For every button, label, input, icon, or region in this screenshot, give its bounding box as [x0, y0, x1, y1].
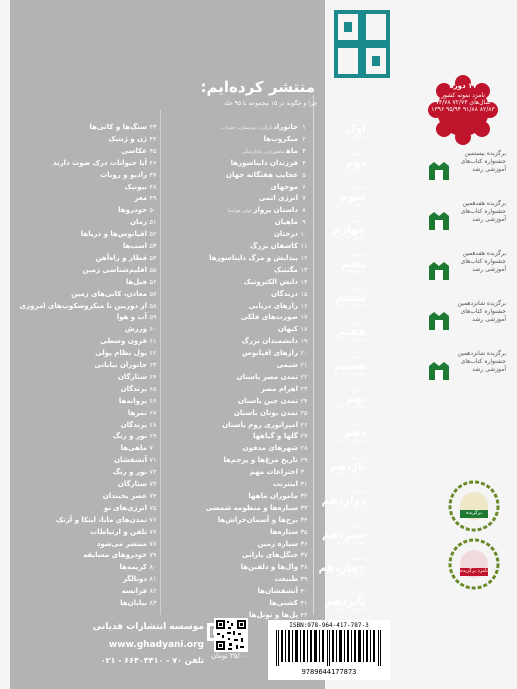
title-number: ۵۲	[149, 230, 157, 239]
title-number: ۱۵	[300, 289, 308, 298]
title-number: ۴۲	[300, 610, 308, 619]
title-number: ۶	[302, 182, 306, 191]
title-number: ۶۱	[149, 337, 157, 346]
growth-award-icon	[426, 208, 452, 234]
volume-num: دهم	[344, 426, 366, 440]
title-name: صورت‌های فلکی	[240, 313, 298, 322]
volume-label: مجموعه	[350, 591, 366, 597]
title-name: تمدن چین باستان	[237, 396, 298, 405]
title-number: ۴۶	[149, 158, 157, 167]
title-number: ۱۳	[300, 265, 308, 274]
title-name: ستاره‌ها	[269, 527, 298, 536]
title-number: ۳۰	[300, 468, 308, 477]
title-number: ۲۴	[300, 396, 308, 405]
title-number: ۲۵	[300, 408, 308, 417]
volume-range: جلدهای ۲۹ تا ۳۵	[335, 270, 366, 276]
title-name: زمان	[130, 218, 147, 227]
title-name: درندگان	[271, 289, 298, 298]
title-number: ۶۲	[149, 349, 157, 358]
title-number: ۱۰	[300, 230, 308, 239]
volume-range: جلدهای ۱ تا ۷	[340, 135, 366, 140]
title-number: ۲۰	[300, 349, 308, 358]
volume-label: مجموعه	[350, 287, 366, 292]
title-name: موجهای	[270, 182, 298, 191]
laurel-seal-icon	[448, 480, 500, 532]
title-name: پول نظام پولی	[95, 349, 147, 358]
title-name: خودروهای مسابقه	[83, 551, 147, 560]
title-number: ۲۹	[300, 456, 308, 465]
badge-text	[430, 92, 496, 113]
title-number: ۷۰	[149, 444, 157, 453]
volume-label	[318, 287, 366, 309]
title-name: رازهای دریایی	[248, 301, 298, 310]
title-number: ۲۶	[300, 420, 308, 429]
volume-label	[318, 490, 366, 512]
title-number: ۶۷	[149, 408, 157, 417]
volume-label: مجموعه	[350, 523, 366, 529]
volume-label	[318, 118, 366, 140]
title-number: ۶۳	[149, 361, 157, 369]
volume-label: مجموعه	[350, 185, 366, 191]
volume-label: مجموعه	[350, 422, 366, 428]
title-desc: اولین هواپیما	[227, 209, 252, 215]
title-name: اسب‌ها	[122, 242, 147, 250]
title-name: مغز	[134, 194, 147, 203]
laurel-seal-icon	[448, 538, 500, 590]
title-number: ۲۳	[300, 384, 308, 393]
title-name: شیمی	[276, 361, 298, 369]
title-name: سیاره زمین	[257, 539, 298, 548]
title-name: اینترنت	[272, 480, 298, 488]
title-name: فرانسه	[121, 587, 147, 596]
title-name: جنگل‌های بارانی	[242, 551, 298, 560]
award-text: برگزیده هفدهمین جشنواره کتاب‌های آموزشی رشد	[460, 200, 506, 223]
title-number: ۷۷	[149, 527, 157, 536]
badge-subtitle: نامزد نمونه کشور	[441, 92, 485, 99]
title-number: ۱۷	[300, 313, 308, 322]
volume-label: مجموعه	[350, 253, 366, 259]
volume-num: دوازدهم	[321, 493, 366, 507]
title-number: ۶۰	[149, 325, 157, 334]
qr-code	[214, 618, 248, 652]
growth-award-icon	[426, 358, 452, 384]
volume-num: هفتم	[337, 324, 366, 338]
title-number: ۱	[302, 123, 306, 131]
publisher-website[interactable]: www.ghadyani.org	[108, 640, 204, 650]
title-name: کیهان	[277, 325, 298, 334]
volume-range: جلدهای ۳۶ تا ۴۲	[335, 304, 366, 309]
published-heading: منتشر کرده‌ایم:	[200, 78, 315, 96]
volume-label	[318, 355, 366, 377]
title-name: معادن، کانی‌های زمین	[71, 289, 147, 298]
volume-label: مجموعه	[350, 219, 366, 225]
seal-label-1: برگزیده	[466, 510, 482, 516]
title-number: ۳۶	[300, 539, 308, 548]
title-name: نور و رنگ	[112, 432, 147, 441]
volume-divider	[313, 95, 314, 615]
title-name: ستارگان	[117, 372, 147, 381]
title-name: دونالگر	[122, 575, 147, 584]
title-number: ۵۰	[149, 206, 157, 215]
title-name: آیا حیوانات درک صوت دارند	[52, 158, 147, 167]
title-number: ۳۹	[300, 575, 308, 584]
title-desc: ماهنوردان، ماه‌گرفتگی	[242, 149, 285, 155]
title-name: اقیانوس‌ها و دریاها	[80, 230, 147, 239]
title-number: ۳۱	[300, 480, 308, 488]
award-text: برگزیده شانزدهمین جشنواره کتاب‌های آموزشی رشد	[457, 300, 506, 323]
volume-range: جلدهای ۷۹ تا ۸۲	[335, 540, 366, 546]
volume-range: جلدهای ۶۴ تا ۶۸	[335, 439, 366, 445]
title-name: فیل‌ها	[125, 277, 147, 286]
volume-range: جلدهای ۷۴ تا ۷۸	[335, 506, 366, 512]
title-number: ۵۷	[149, 289, 157, 298]
title-number: ۴۴	[149, 134, 157, 143]
volume-num: دوم	[345, 155, 366, 169]
title-number: ۶۴	[149, 372, 157, 381]
title-name: پرندگان	[120, 420, 147, 429]
volume-num: پانزدهم	[324, 595, 366, 609]
title-number: ۶۹	[149, 432, 157, 441]
volume-num: چهارم	[332, 223, 366, 237]
title-number: ۷۲	[149, 468, 157, 477]
volume-label	[318, 591, 366, 613]
title-name: تمدن‌های مایا، اینکا و آزتک	[55, 515, 147, 524]
title-name: آب و هوا	[116, 313, 147, 322]
title-name: عکاسی	[121, 146, 147, 155]
title-number: ۵۶	[149, 277, 157, 286]
title-name: انرژی‌های نو	[103, 503, 147, 512]
title-name: ماه	[286, 146, 298, 155]
volume-num: اول	[345, 122, 366, 135]
title-number: ۲	[302, 134, 306, 143]
volume-num: هشتم	[334, 358, 366, 372]
title-name: برج‌ها و آسمان‌خراش‌ها	[217, 515, 298, 524]
title-name: دانشمندان بزرگ	[241, 337, 298, 346]
title-name: پل‌ها و تونل‌ها	[249, 610, 298, 619]
title-name: رازهای اقیانوس	[242, 349, 298, 358]
title-number: ۵۳	[149, 242, 157, 250]
title-name: ژن و ژنتیک	[108, 134, 147, 143]
title-number: ۲۱	[300, 361, 308, 369]
title-number: ۸۰	[149, 563, 157, 572]
title-number: ۷۴	[149, 491, 157, 500]
title-name: اهرام مصر	[260, 384, 298, 393]
seal-label-2: نامزد برگزیده	[459, 568, 489, 574]
title-number: ۵۵	[149, 265, 157, 274]
title-name: وال‌ها و دلفین‌ها	[240, 563, 298, 572]
volume-range: جلدهای ۱۵ تا ۲۱	[335, 202, 366, 208]
volume-label: مجموعه	[350, 151, 366, 157]
title-number: ۱۲	[300, 253, 308, 262]
volume-range: جلدهای ۵۰ تا ۵۶	[335, 371, 366, 377]
title-number: ۳۵	[300, 527, 308, 536]
title-name: سنگ‌ها و کانی‌ها	[89, 123, 147, 131]
title-name: جانوران	[274, 123, 298, 131]
title-number: ۴۳	[149, 123, 157, 131]
title-number: ۷۵	[149, 503, 157, 512]
title-name: از دوربین تا میکروسکوپ‌های امروزی	[19, 301, 147, 310]
volume-label	[318, 253, 366, 275]
volume-label: مجموعه	[350, 118, 366, 123]
volume-label	[318, 456, 366, 478]
volume-range: جلدهای ۲۲ تا ۲۸	[335, 236, 366, 242]
volume-label: مجموعه	[350, 456, 366, 461]
title-name: نور و رنگ	[112, 468, 147, 477]
volume-label: مجموعه	[350, 489, 366, 495]
title-name: کشتی‌ها	[269, 599, 298, 607]
title-number: ۴۰	[300, 587, 308, 596]
title-number: ۱۹	[300, 337, 308, 346]
series-note: چرا و چگونه در ۱۵ مجموعه با ۹۵ جلد	[223, 100, 317, 107]
title-number: ۷۹	[149, 551, 157, 560]
volume-label	[318, 388, 366, 410]
title-name: ماموران ماهها	[248, 491, 298, 500]
title-number: ۳۲	[300, 491, 308, 500]
title-number: ۱۸	[300, 325, 308, 334]
title-number: ۸	[302, 206, 306, 215]
title-name: مگنتیک	[273, 265, 298, 274]
title-name: داستان پرواز	[253, 206, 298, 215]
title-number: ۳	[302, 146, 306, 155]
title-name: تاریخ مرغ‌ها و پرچم‌ها	[223, 456, 298, 465]
price-label: ۳۵/۰۰۰ تومان	[211, 652, 251, 660]
title-name: گلها و گیاهها	[252, 432, 298, 441]
volume-range: جلدهای ۴۳ تا ۴۹	[335, 337, 366, 343]
title-number: ۷۶	[149, 515, 157, 524]
title-name: دانش الکترونیک	[243, 277, 298, 286]
title-name: انرژی اتمی	[258, 194, 298, 203]
volume-label: مجموعه	[350, 557, 366, 563]
title-number: ۳۸	[300, 563, 308, 572]
title-name: درختان	[273, 230, 298, 239]
volume-range: جلدهای ۸ تا ۱۴	[337, 168, 366, 174]
title-number: ۷۱	[149, 456, 157, 465]
title-number: ۸۲	[149, 587, 157, 596]
volume-num: سیزدهم	[321, 527, 366, 541]
volume-label	[318, 152, 366, 174]
title-number: ۶۵	[149, 384, 157, 393]
award-1	[426, 150, 506, 198]
title-number: ۱۱	[300, 242, 308, 250]
title-number: ۵۸	[149, 301, 157, 310]
title-number: ۳۷	[300, 551, 308, 560]
title-name: تمدن یونان باستان	[233, 408, 298, 417]
title-number: ۴۷	[149, 170, 157, 179]
volume-range: جلدهای ۶۹ تا ۷۳	[335, 473, 366, 478]
volume-label	[318, 219, 366, 241]
title-name: امپراتوری روم باستان	[222, 420, 298, 429]
title-name: جانوران بیابانی	[94, 361, 147, 369]
title-number: ۲۲	[300, 372, 308, 381]
title-name: ستارگان	[117, 480, 147, 488]
title-name: اقلیم‌شناسی زمین	[82, 265, 147, 274]
volume-num: یازدهم	[329, 460, 366, 473]
title-number: ۱۴	[300, 277, 308, 286]
title-name: پرندگان	[120, 384, 147, 393]
title-name: اختراعات مهم	[249, 468, 298, 477]
title-name: خودروها	[118, 206, 147, 215]
volume-label: مجموعه	[350, 388, 366, 394]
title-number: ۴۱	[300, 599, 308, 607]
volume-range: جلدهای ۸۸ تا ۹۵	[335, 608, 366, 614]
title-number: ۷	[302, 194, 306, 203]
title-name: قرون وسطی	[100, 337, 147, 346]
award-3	[426, 250, 506, 298]
title-number: ۴۸	[149, 182, 157, 191]
volume-label	[318, 557, 366, 579]
title-name: تمرها	[127, 408, 147, 417]
barcode-number: 9789644177873	[301, 668, 357, 676]
title-number: ۱۶	[300, 301, 308, 310]
title-name: شهرهای مدفون	[242, 444, 298, 453]
badge-title: ۱۱ دوره	[449, 82, 477, 90]
title-number: ۲۸	[300, 444, 308, 453]
title-name: فرزندان دایناسورها	[230, 158, 298, 167]
award-text: برگزیده بیستمین جشنواره کتاب‌های آموزشی رشد	[460, 150, 506, 173]
title-number: ۵۱	[149, 218, 157, 227]
title-number: ۷۳	[149, 480, 157, 488]
award-5	[426, 350, 506, 398]
volume-num: پنجم	[340, 257, 366, 271]
volume-num: سوم	[340, 189, 366, 203]
volume-range: جلدهای ۸۳ تا ۸۷	[335, 574, 366, 580]
title-number: ۵۹	[149, 313, 157, 322]
award-4	[426, 300, 506, 348]
volume-label	[318, 321, 366, 343]
title-name: آتشفشان	[114, 456, 147, 465]
title-name: تمدن مصر باستان	[236, 372, 298, 381]
volume-num: ششم	[335, 291, 366, 304]
title-name: سیاره‌ها و منظومه شمسی	[205, 503, 298, 512]
title-number: ۸۱	[149, 575, 157, 584]
title-name: کریمه‌ها	[119, 563, 147, 572]
badge-years: سال‌های ۷۲/۷۳ ۷۴/۷۸ ۸۲/۸۳ ۹۱/۸۸ ۹۵/۹۴ ۱۳۹۶	[431, 99, 495, 113]
volume-range: جلدهای ۵۷ تا ۶۳	[335, 405, 366, 411]
title-number: ۴۵	[149, 146, 157, 155]
title-name: عجایب هفتگانه جهان	[226, 170, 298, 179]
title-number: ۶۶	[149, 396, 157, 405]
award-text: برگزیده هفدهمین جشنواره کتاب‌های آموزشی رشد	[460, 250, 506, 273]
title-name: پیدایش و مرگ دایناسورها	[209, 253, 298, 262]
title-name: بیونیک	[124, 182, 147, 191]
growth-award-icon	[426, 158, 452, 184]
award-2	[426, 200, 506, 248]
title-name: ماهیان	[274, 218, 298, 227]
title-desc: کرگدن، دوزیستان، حشرات	[221, 126, 273, 131]
title-number: ۵۴	[149, 253, 157, 262]
publisher-phone: تلفن ۷۰ - ۶۶۴۰۴۴۱۰ - ۰۲۱	[100, 656, 204, 665]
volume-num: نهم	[345, 392, 366, 406]
title-name: منتشر می‌شود	[96, 539, 147, 548]
publisher-name: موسسه انتشارات قدیانی	[92, 622, 204, 632]
brand-logo	[334, 10, 392, 80]
title-number: ۸۳	[149, 599, 157, 607]
volume-label: مجموعه	[350, 320, 366, 326]
isbn-text: ISBN:978-964-417-787-3	[289, 622, 369, 629]
title-name: عصر یخبندان	[102, 491, 147, 500]
title-name: پروانه‌ها	[118, 396, 147, 405]
title-name: بیابان‌ها	[120, 599, 147, 607]
volume-label: مجموعه	[350, 354, 366, 360]
barcode-bars	[276, 630, 382, 666]
title-number: ۶۸	[149, 420, 157, 429]
title-name: میکروب‌ها	[263, 134, 298, 143]
title-name: ماهی‌ها	[120, 444, 147, 453]
title-row	[14, 590, 159, 609]
volume-label	[318, 422, 366, 444]
title-name: تلفن و ارتباطات	[90, 527, 147, 536]
title-name: رادیو و روبات	[100, 170, 147, 179]
title-number: ۳۳	[300, 503, 308, 512]
title-number: ۹	[302, 218, 306, 227]
title-number: ۷۸	[149, 539, 157, 548]
growth-award-icon	[426, 308, 452, 334]
title-name: قطار و راه‌آهن	[95, 253, 147, 262]
title-number: ۴	[302, 158, 306, 167]
title-number: ۴۹	[149, 194, 157, 203]
title-number: ۳۴	[300, 515, 308, 524]
title-name: کاشفان بزرگ	[250, 242, 298, 250]
title-name: آتشفشان‌ها	[257, 587, 298, 596]
title-number: ۵	[302, 170, 306, 179]
title-name: طبیعت	[274, 575, 298, 584]
volume-num: چهاردهم	[318, 561, 366, 575]
title-number: ۲۷	[300, 432, 308, 441]
volume-label	[318, 186, 366, 208]
title-name: ورزش	[124, 325, 147, 334]
growth-award-icon	[426, 258, 452, 284]
volume-label	[318, 524, 366, 546]
award-text: برگزیده شانزدهمین جشنواره کتاب‌های آموزشی رشد	[457, 350, 506, 373]
